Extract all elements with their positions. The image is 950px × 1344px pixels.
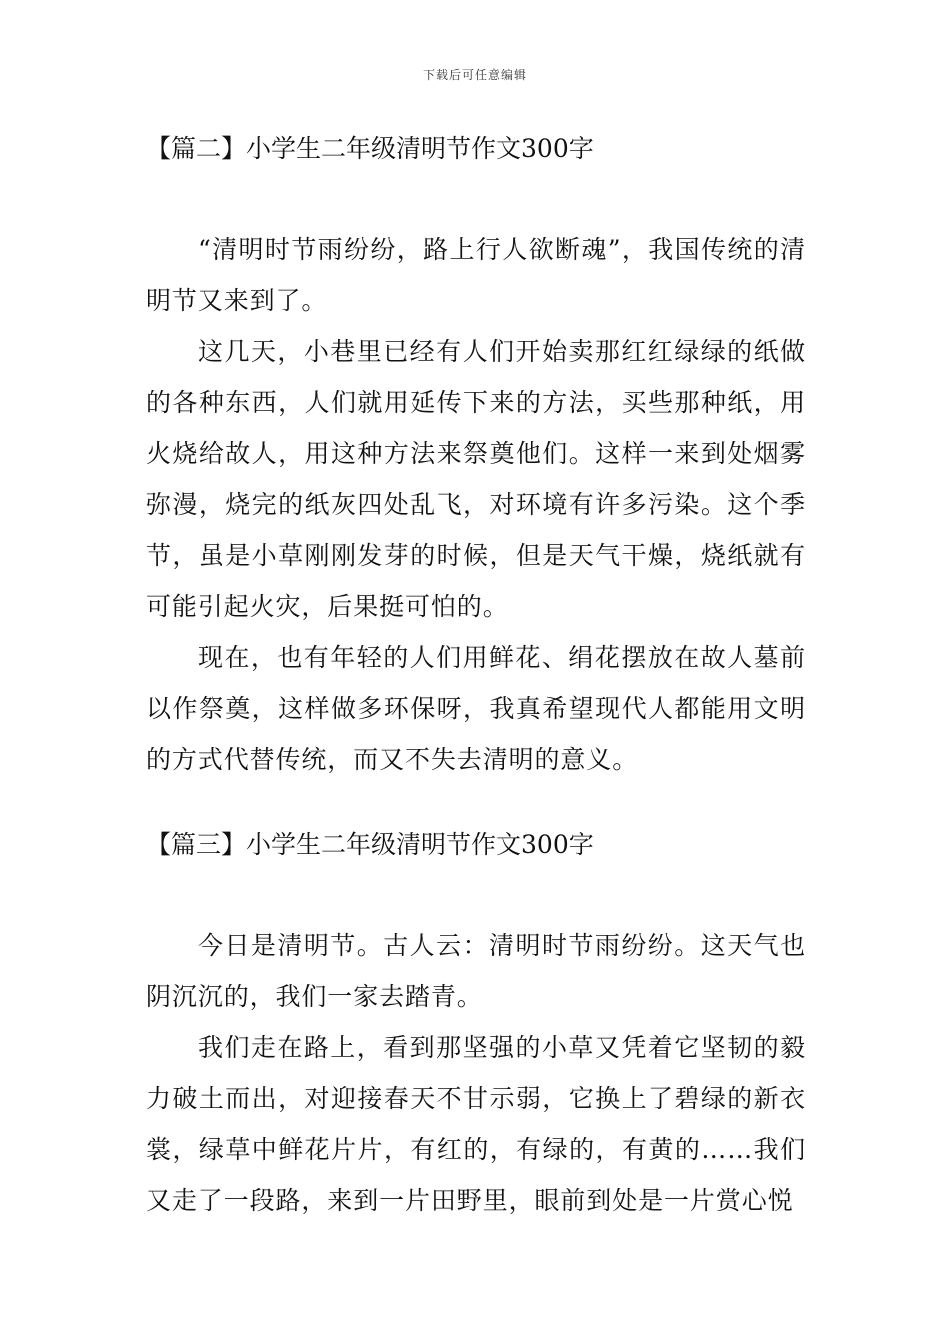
paragraph: 今日是清明节。古人云：清明时节雨纷纷。这天气也阴沉沉的，我们一家去踏青。 — [146, 931, 806, 1011]
section-title-2: 【篇二】小学生二年级清明节作文300字 — [146, 134, 594, 163]
paragraph: “清明时节雨纷纷，路上行人欲断魂”，我国传统的清明节又来到了。 — [146, 235, 806, 315]
paragraph: 这几天，小巷里已经有人们开始卖那红红绿绿的纸做的各种东西，人们就用延传下来的方法，买些那种纸，用火烧给故人，用这种方法来祭奠他们。这样一来到处烟雾弥漫，烧完的纸灰四处乱飞，对环境有许多污染。这个季节，虽是小草刚刚发芽的时候，但是天气干燥，烧纸就有可能引起火灾，后果挺可怕的。 — [146, 337, 806, 621]
section-title-3: 【篇三】小学生二年级清明节作文300字 — [146, 830, 594, 859]
paragraph: 我们走在路上，看到那坚强的小草又凭着它坚韧的毅力破土而出，对迎接春天不甘示弱，它换上了碧绿的新衣裳，绿草中鲜花片片，有红的，有绿的，有黄的……我们又走了一段路，来到一片田野里，眼前到处是一片赏心悦 — [146, 1033, 806, 1215]
paragraph: 现在，也有年轻的人们用鲜花、绢花摆放在故人墓前以作祭奠，这样做多环保呀，我真希望现代人都能用文明的方式代替传统，而又不失去清明的意义。 — [146, 643, 806, 774]
header-note: 下载后可任意编辑 — [422, 68, 527, 82]
